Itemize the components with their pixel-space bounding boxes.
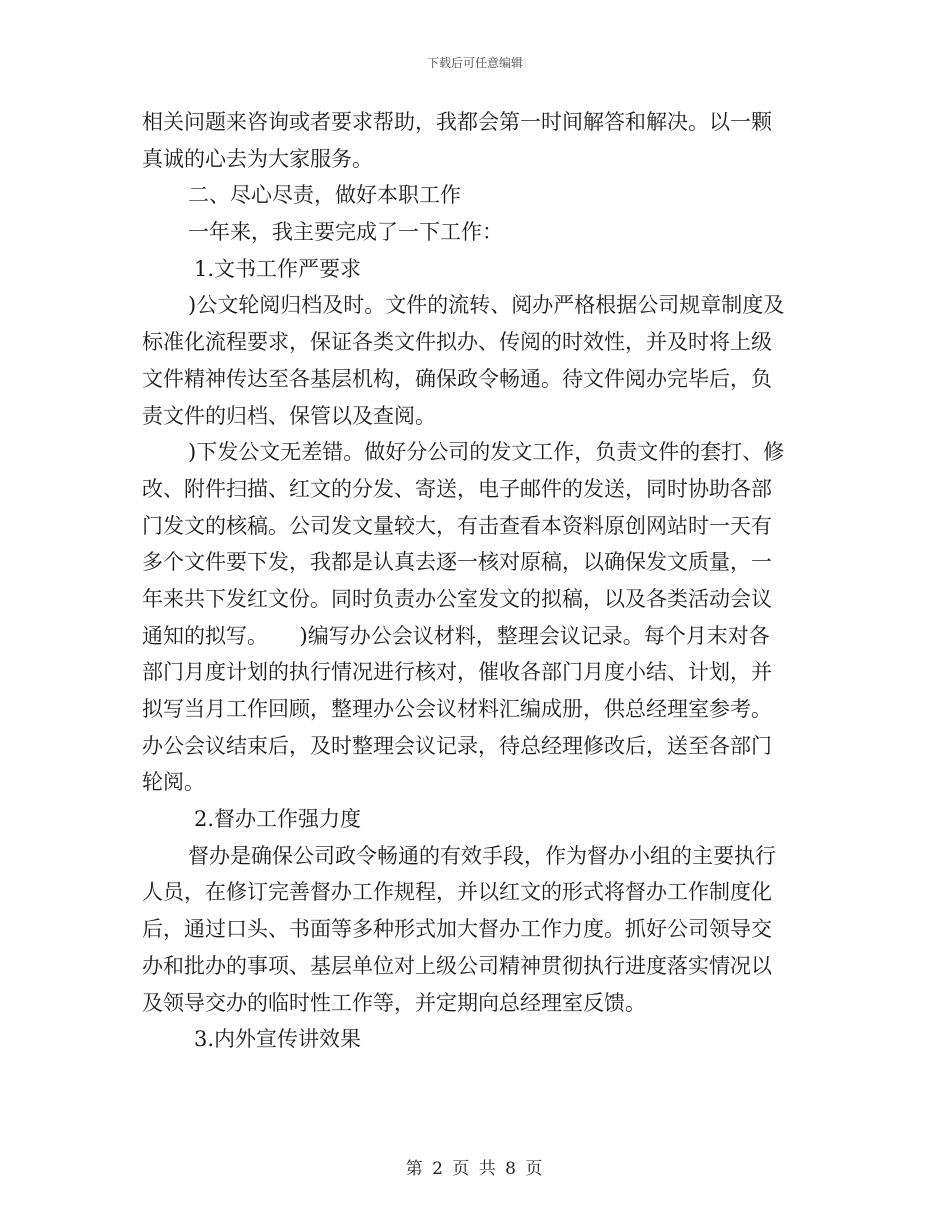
text-line: 1.文书工作严要求	[194, 256, 362, 281]
text-line: 相关问题来咨询或者要求帮助，我都会第一时间解答和解决。以一颗	[142, 110, 772, 134]
text-line: 改、附件扫描、红文的分发、寄送，电子邮件的发送，同时协助各部	[142, 476, 772, 501]
page-footer: 第 2 页 共 8 页	[405, 1159, 545, 1179]
document-body	[142, 104, 810, 1058]
text-line: 部门月度计划的执行情况进行核对，催收各部门月度小结、计划，并	[142, 660, 772, 685]
text-line: 拟写当月工作回顾，整理办公会议材料汇编成册，供总经理室参考。	[142, 697, 772, 721]
text-line: 年来共下发红文份。同时负责办公室发文的拟稿，以及各类活动会议	[142, 586, 772, 611]
text-line: 责文件的归档、保管以及查阅。	[142, 403, 436, 428]
text-line: )下发公文无差错。做好分公司的发文工作，负责文件的套打、修	[188, 440, 785, 465]
text-line: 多个文件要下发，我都是认真去逐一核对原稿，以确保发文质量，一	[142, 550, 772, 575]
text-line: 人员，在修订完善督办工作规程，并以红文的形式将督办工作制度化	[142, 880, 772, 905]
text-line: 3.内外宣传讲效果	[194, 1027, 362, 1052]
text-line: 办和批办的事项、基层单位对上级公司精神贯彻执行进度落实情况以	[142, 953, 772, 978]
text-line: 轮阅。	[142, 770, 205, 795]
text-line: 标准化流程要求，保证各类文件拟办、传阅的时效性，并及时将上级	[142, 330, 772, 355]
text-line: 通知的拟写。 )编写办公会议材料，整理会议记录。每个月末对各	[142, 623, 770, 648]
text-line: 二、尽心尽责，做好本职工作	[188, 183, 461, 208]
text-line: 后，通过口头、书面等多种形式加大督办工作力度。抓好公司领导交	[142, 917, 772, 942]
text-line: 真诚的心去为大家服务。	[142, 146, 373, 171]
page-header: 下载后可任意编辑	[426, 56, 523, 70]
text-line: 2.督办工作强力度	[194, 807, 362, 832]
text-line: )公文轮阅归档及时。文件的流转、阅办严格根据公司规章制度及	[188, 293, 785, 318]
text-line: 及领导交办的临时性工作等，并定期向总经理室反馈。	[142, 990, 646, 1015]
text-line: 门发文的核稿。公司发文量较大，有击查看本资料原创网站时一天有	[142, 513, 772, 538]
text-line: 办公会议结束后，及时整理会议记录，待总经理修改后，送至各部门	[142, 733, 772, 758]
text-line: 文件精神传达至各基层机构，确保政令畅通。待文件阅办完毕后，负	[142, 366, 772, 391]
text-line: 督办是确保公司政令畅通的有效手段，作为督办小组的主要执行	[188, 843, 776, 868]
text-line: 一年来，我主要完成了一下工作：	[188, 220, 503, 245]
